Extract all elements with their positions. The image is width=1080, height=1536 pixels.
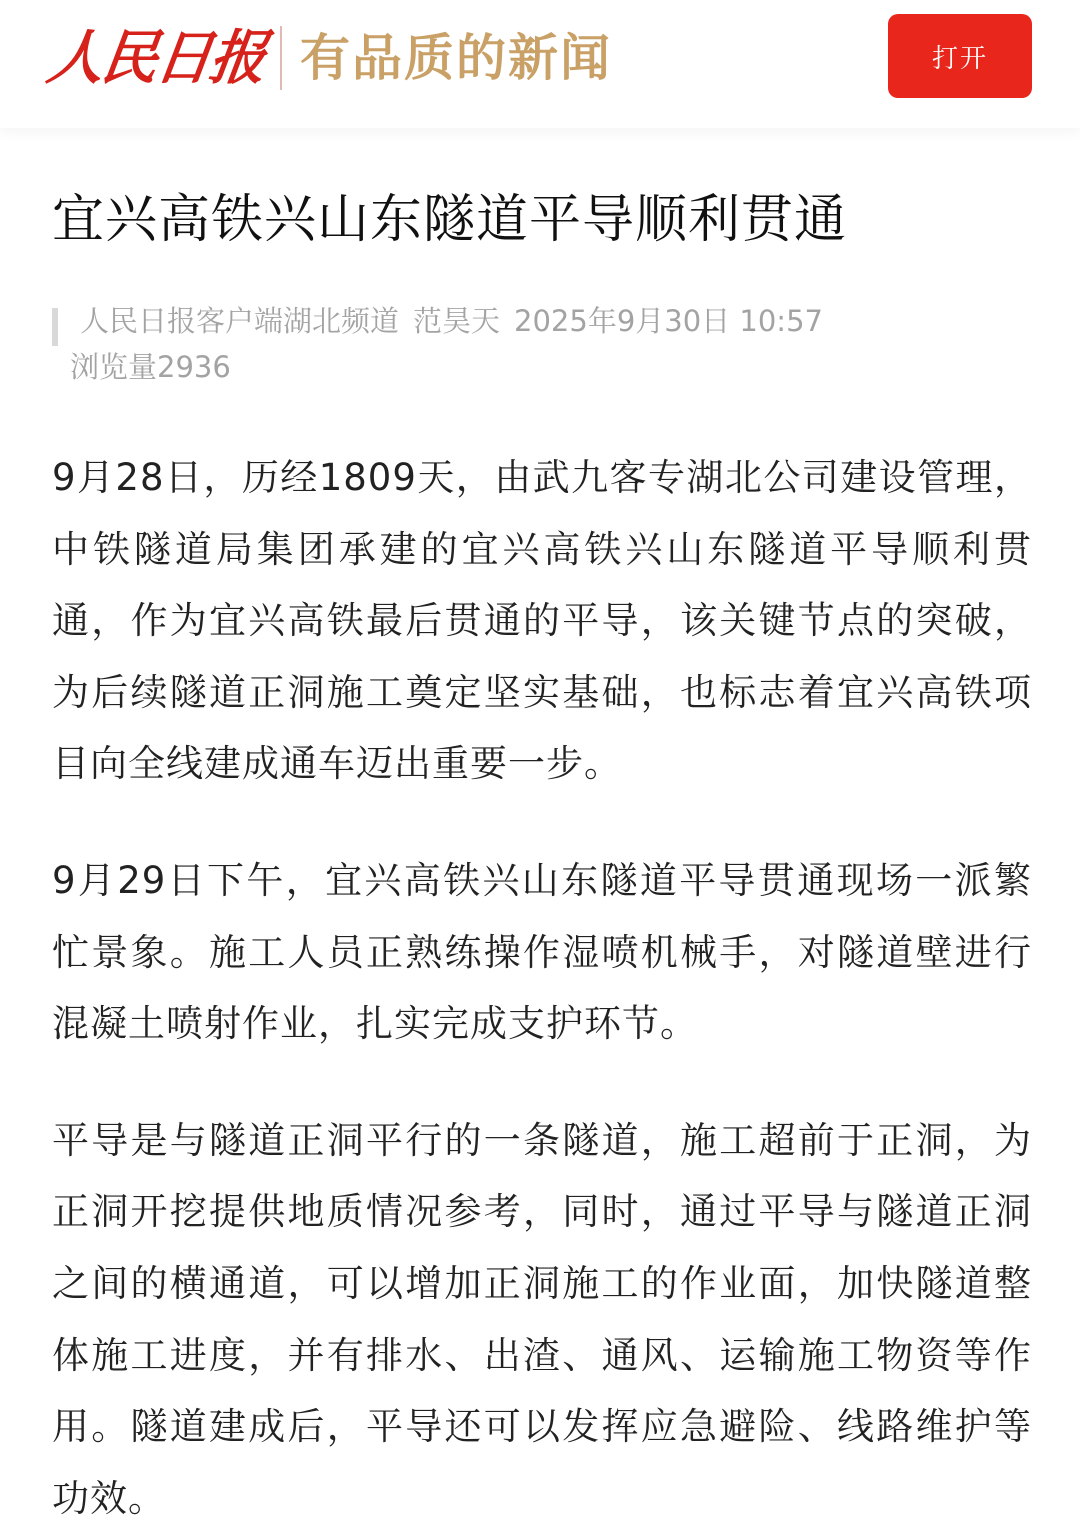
meta-author: 范昊天 (413, 304, 501, 338)
meta-source: 人民日报客户端湖北频道 (80, 304, 400, 338)
article-paragraph: 9月29日下午，宜兴高铁兴山东隧道平导贯通现场一派繁忙景象。施工人员正熟练操作湿喷机械手，对隧道壁进行混凝土喷射作业，扎实完成支护环节。 (52, 858, 1032, 1046)
meta-line (80, 298, 1032, 344)
app-header (0, 0, 1080, 128)
meta-datetime: 2025年9月30日 10:57 (514, 304, 823, 338)
meta-views: 浏览量2936 (70, 350, 231, 384)
article-paragraph: 9月28日，历经1809天，由武九客专湖北公司建设管理，中铁隧道局集团承建的宜兴高铁兴山东隧道平导顺利贯通，作为宜兴高铁最后贯通的平导，该关键节点的突破，为后续隧道正洞施工奠定坚实基础，也标志着宜兴高铁项目向全线建成通车迈出重要一步。 (52, 456, 1032, 786)
article (52, 128, 1032, 1534)
brand-divider (280, 26, 282, 90)
brand[interactable] (43, 22, 612, 94)
article-meta (52, 298, 1032, 390)
open-app-button[interactable]: 打开 (888, 14, 1032, 98)
article-title: 宜兴高铁兴山东隧道平导顺利贯通 (52, 190, 848, 250)
article-paragraph: 平导是与隧道正洞平行的一条隧道，施工超前于正洞，为正洞开挖提供地质情况参考，同时，通过平导与隧道正洞之间的横通道，可以增加正洞施工的作业面，加快隧道整体施工进度，并有排水、出渣、通风、运输施工物资等作用。隧道建成后，平导还可以发挥应急避险、线路维护等功效。 (52, 1118, 1032, 1520)
peoples-daily-logo: 人民日报 (43, 23, 269, 93)
meta-accent-bar (52, 308, 58, 346)
brand-slogan: 有品质的新闻 (300, 29, 612, 87)
